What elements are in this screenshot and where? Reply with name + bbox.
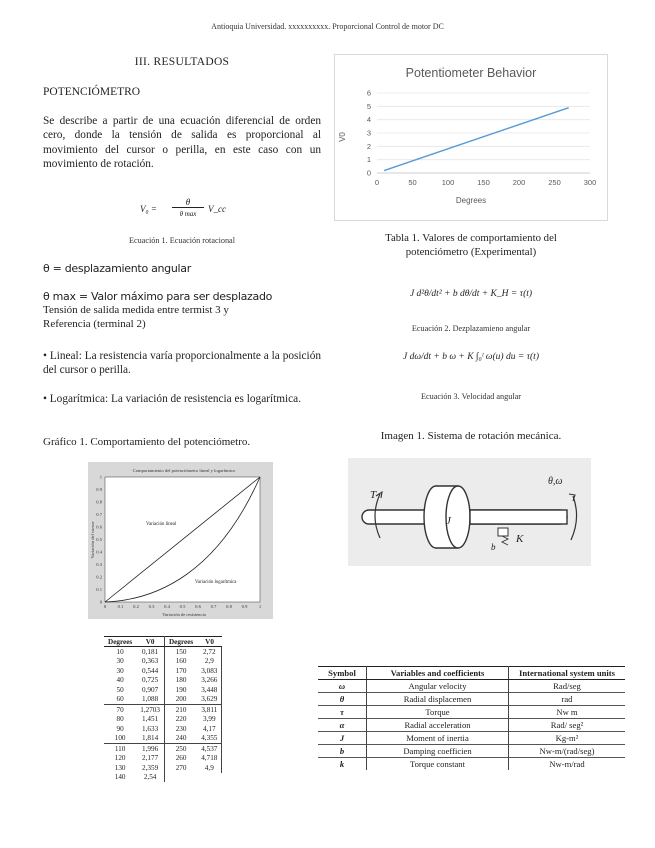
- table-cell: Nw m: [509, 706, 626, 719]
- data-table-header: [104, 637, 222, 647]
- table-row: [318, 732, 625, 745]
- table-cell: 4,355: [197, 734, 222, 744]
- table-cell: Radial acceleration: [367, 719, 509, 732]
- table-cell: 50: [116, 685, 124, 694]
- mech-output-arrow-icon: [571, 496, 577, 540]
- table-cell: 0,363: [136, 657, 164, 667]
- table-cell: 2,54: [136, 773, 164, 783]
- mech-shaft-right: [470, 510, 567, 524]
- table-cell: 2,177: [136, 754, 164, 764]
- pot-xtick-label: 0.9: [241, 604, 248, 609]
- chart-ytick-label: 6: [366, 88, 371, 98]
- table-cell: Moment of inertia: [367, 732, 509, 745]
- table-cell: 1,088: [136, 695, 164, 705]
- chart-ytick-label: 3: [366, 128, 371, 138]
- chart-yticks: [367, 89, 371, 178]
- table-cell: 2,359: [136, 763, 164, 773]
- table-row: [318, 693, 625, 706]
- table-cell: 60: [116, 695, 124, 704]
- table-cell: 4,537: [197, 744, 222, 754]
- mech-damper: [498, 528, 508, 536]
- table-cell: Nw-m/rad: [509, 758, 626, 771]
- table-cell: 3,811: [197, 705, 222, 715]
- pot-ytick-label: 0.6: [96, 524, 102, 530]
- table-cell: 210: [164, 705, 197, 715]
- table-row: [318, 706, 625, 719]
- pot-xticks: [104, 604, 262, 609]
- pot-fig-ylabel: Variación del cursor: [90, 521, 95, 559]
- pot-xtick-label: 0.7: [210, 604, 217, 609]
- table-row: [104, 685, 222, 695]
- table-cell: Kg-m²: [509, 732, 626, 745]
- table-cell: 150: [175, 647, 187, 656]
- table-cell: 190: [175, 685, 187, 694]
- table-row: [318, 758, 625, 771]
- table-cell: J: [318, 732, 367, 745]
- page-header: Antioquia Universidad. xxxxxxxxxx. Proporcional Control de motor DC: [211, 22, 444, 31]
- table-row: [104, 715, 222, 725]
- def-theta-max: θ max = Valor máximo para ser desplazado: [43, 290, 273, 303]
- mech-label-T: T: [370, 489, 377, 501]
- table-row: [104, 647, 222, 657]
- table-row: [104, 676, 222, 686]
- section-title: III. RESULTADOS: [134, 56, 230, 68]
- table-cell: Damping coefficien: [367, 745, 509, 758]
- table-cell: rad: [509, 693, 626, 706]
- table-cell: θ: [318, 693, 367, 706]
- table-cell: 40: [116, 676, 124, 685]
- table-row: [104, 666, 222, 676]
- table-cell: 0,544: [136, 666, 164, 676]
- table-cell: 10: [116, 647, 124, 656]
- table-row: [104, 705, 222, 715]
- pot-xtick-label: 1: [258, 604, 262, 609]
- pot-label-lineal: Variación lineal: [146, 522, 177, 527]
- equation-1: [140, 197, 260, 223]
- equation-1-caption: Ecuación 1. Ecuación rotacional: [129, 236, 235, 245]
- table-cell: Torque: [367, 706, 509, 719]
- table-cell: 140: [114, 773, 126, 782]
- table-cell: 160: [175, 657, 187, 666]
- mech-svg: [348, 458, 591, 566]
- table-cell: 4,9: [197, 763, 222, 773]
- table-row: [104, 763, 222, 773]
- table-cell: 0,181: [136, 647, 164, 657]
- symbol-table: [318, 666, 625, 770]
- table-cell: 80: [116, 715, 124, 724]
- pot-fig-title: Comportamiento del potenciómetro lineal y logarítmico: [132, 468, 236, 473]
- pot-figure-svg: [88, 462, 273, 619]
- imagen-caption: Imagen 1. Sistema de rotación mecánica.: [380, 430, 562, 442]
- table-cell: 3,629: [197, 695, 222, 705]
- pot-ytick-label: 0.7: [96, 512, 102, 517]
- pot-xtick-label: 0.6: [195, 604, 201, 609]
- table-cell: 4,718: [197, 754, 222, 764]
- chart-xtick-label: 150: [477, 178, 490, 187]
- table-cell: 30: [116, 657, 124, 666]
- table-cell: 100: [114, 734, 126, 743]
- table-row: [318, 680, 625, 693]
- table-cell: Rad/ seg²: [509, 719, 626, 732]
- def-theta: θ = desplazamiento angular: [43, 262, 191, 275]
- table-cell: 3,083: [197, 666, 222, 676]
- table-cell: 1,451: [136, 715, 164, 725]
- pot-figure: [88, 462, 273, 619]
- chart-ytick-label: 5: [366, 101, 371, 111]
- table-cell: 250: [164, 744, 197, 754]
- table-row: [104, 744, 222, 754]
- pot-label-log: Variación logarítmica: [195, 580, 237, 585]
- logaritmica-bullet: • Logarítmica: La variación de resistencia es logarítmica.: [43, 393, 302, 405]
- table-cell: 130: [114, 763, 126, 772]
- mechanical-rotation-figure: [348, 458, 591, 566]
- eq1-lhs: V₀ =: [140, 204, 157, 214]
- chart-ylabel: V0: [338, 132, 347, 142]
- chart-xtick-label: 250: [548, 178, 561, 187]
- chart-grid: [377, 93, 590, 173]
- table-cell: k: [318, 758, 367, 771]
- table-cell: 180: [175, 676, 187, 685]
- chart-xtick-label: 200: [512, 178, 526, 187]
- def-tension: Tensión de salida medida entre termist 3 y: [43, 304, 229, 316]
- equation-2-caption: Ecuación 2. Dezplazamieno angular: [411, 324, 531, 333]
- pot-ytick-label: 0.9: [96, 487, 102, 492]
- symbol-table-header: [318, 667, 625, 680]
- pot-xtick-label: 0.5: [179, 604, 186, 609]
- table-cell: b: [318, 745, 367, 758]
- chart-xticks: [375, 178, 596, 187]
- table-cell: 230: [175, 724, 187, 733]
- chart-ytick-label: 4: [366, 115, 371, 125]
- eq1-denominator: θ max: [179, 210, 197, 218]
- table-row: [318, 745, 625, 758]
- table-cell: τ: [318, 706, 367, 719]
- potentiometer-data-table: [104, 636, 222, 782]
- potentiometer-chart: [334, 54, 608, 221]
- equation-2: J d²θ/dt² + b dθ/dt + K_H = τ(t): [409, 289, 533, 299]
- table-cell: 3,448: [197, 685, 222, 695]
- table-cell: 30: [116, 666, 124, 675]
- table-cell: Radial displacemen: [367, 693, 509, 706]
- table-cell: 1,633: [136, 724, 164, 734]
- pot-xtick-label: 0.4: [164, 604, 170, 609]
- chart-xtick-label: 300: [583, 178, 597, 187]
- table-cell: 0,725: [136, 676, 164, 686]
- table-cell: 200: [175, 695, 187, 704]
- table-cell: 0,907: [136, 685, 164, 695]
- table-cell: 120: [114, 754, 126, 763]
- table-row: [318, 719, 625, 732]
- pot-xtick-label: 0.1: [117, 604, 124, 609]
- chart-xtick-label: 0: [374, 178, 380, 187]
- mech-spring-icon: [502, 536, 508, 545]
- table-cell: 270: [175, 763, 187, 772]
- pot-ytick-label: 0.5: [96, 537, 102, 542]
- pot-fig-xlabel: Variación de resistencia: [162, 612, 206, 617]
- chart-ytick-label: 2: [366, 141, 371, 151]
- mech-label-K: K: [516, 533, 524, 545]
- grafico-caption: Gráfico 1. Comportamiento del potenciómetro.: [43, 436, 251, 448]
- pot-ytick-label: 0.4: [96, 549, 102, 555]
- col-header: Degrees: [164, 637, 197, 647]
- pot-ytick-label: 0.3: [96, 562, 102, 567]
- table-cell: 3,99: [197, 715, 222, 725]
- equation-3: J dω/dt + b ω + K ∫₀ᵗ ω(u) du = τ(t): [402, 352, 539, 362]
- table-row: [104, 773, 222, 783]
- col-header: V0: [136, 637, 164, 647]
- chart-ytick-label: 0: [366, 168, 371, 178]
- chart-svg: [335, 55, 607, 220]
- col-header: Degrees: [104, 637, 136, 647]
- table-cell: 4,17: [197, 724, 222, 734]
- equation-3-caption: Ecuación 3. Velocidad angular: [421, 392, 521, 401]
- table-cell: 3,266: [197, 676, 222, 686]
- def-reference: Referencia (terminal 2): [43, 318, 146, 330]
- pot-xtick-label: 0.3: [148, 604, 155, 609]
- table-cell: α: [318, 719, 367, 732]
- table-row: [104, 754, 222, 764]
- table-row: [104, 695, 222, 705]
- col-header: International system units: [509, 667, 626, 680]
- table-cell: 2,9: [197, 657, 222, 667]
- chart-xlabel: Degrees: [455, 196, 487, 205]
- eq1-numerator: θ: [172, 197, 204, 208]
- table-cell: Angular velocity: [367, 680, 509, 693]
- table-row: [104, 724, 222, 734]
- intro-paragraph: Se describe a partir de una ecuación diferencial de orden cero, donde la tensión de salida es proporcional al movimiento del cursor o perilla, en este caso con un movimiento de rotación.: [43, 115, 321, 170]
- pot-ytick-label: 1: [99, 474, 102, 480]
- table-cell: 90: [116, 724, 124, 733]
- table-cell: Rad/seg: [509, 680, 626, 693]
- pot-ytick-label: 0.8: [96, 499, 102, 505]
- chart-ytick-label: 1: [366, 155, 371, 165]
- chart-series-line: [384, 108, 569, 171]
- table-cell: 170: [175, 666, 187, 675]
- pot-yticks: [96, 475, 102, 605]
- pot-xtick-label: 0.2: [133, 604, 139, 609]
- col-header: Variables and coefficients: [367, 667, 509, 680]
- pot-xtick-label: 0: [103, 604, 107, 609]
- chart-xtick-label: 100: [441, 178, 455, 187]
- table-cell: 240: [175, 734, 187, 743]
- mech-label-b: b: [491, 542, 496, 552]
- pot-ytick-label: 0.1: [96, 587, 102, 592]
- table-cell: 2,72: [197, 647, 222, 657]
- table-cell: [164, 773, 197, 783]
- table-cell: Nw-m/(rad/seg): [509, 745, 626, 758]
- table-cell: [197, 773, 222, 783]
- table-cell: 1,996: [136, 744, 164, 754]
- table-cell: 1,2703: [136, 705, 164, 715]
- mech-label-J: J: [446, 515, 451, 527]
- pot-ytick-label: 0.2: [96, 574, 102, 580]
- eq1-rhs: V_cc: [208, 204, 226, 214]
- chart-xtick-label: 50: [408, 178, 417, 187]
- table-cell: 260: [175, 754, 187, 763]
- table-cell: ω: [318, 680, 367, 693]
- chart-title: Potentiometer Behavior: [405, 66, 537, 80]
- table-row: [104, 657, 222, 667]
- lineal-bullet: • Lineal: La resistencia varía proporcionalmente a la posición del cursor o perilla.: [43, 350, 321, 377]
- col-header: Symbol: [318, 667, 367, 680]
- table-cell: 220: [175, 715, 187, 724]
- table-cell: 110: [104, 744, 136, 754]
- subsection-title: POTENCIÓMETRO: [43, 86, 141, 98]
- col-header: V0: [197, 637, 222, 647]
- mech-label-output: θ,ω: [548, 476, 563, 487]
- pot-ytick-label: 0: [99, 599, 102, 605]
- tabla1-caption: Tabla 1. Valores de comportamiento del potenciómetro (Experimental): [385, 232, 557, 258]
- table-row: [104, 734, 222, 744]
- table-cell: Torque constant: [367, 758, 509, 771]
- table-cell: 1,814: [136, 734, 164, 744]
- table-cell: 70: [104, 705, 136, 715]
- pot-xtick-label: 0.8: [226, 604, 232, 609]
